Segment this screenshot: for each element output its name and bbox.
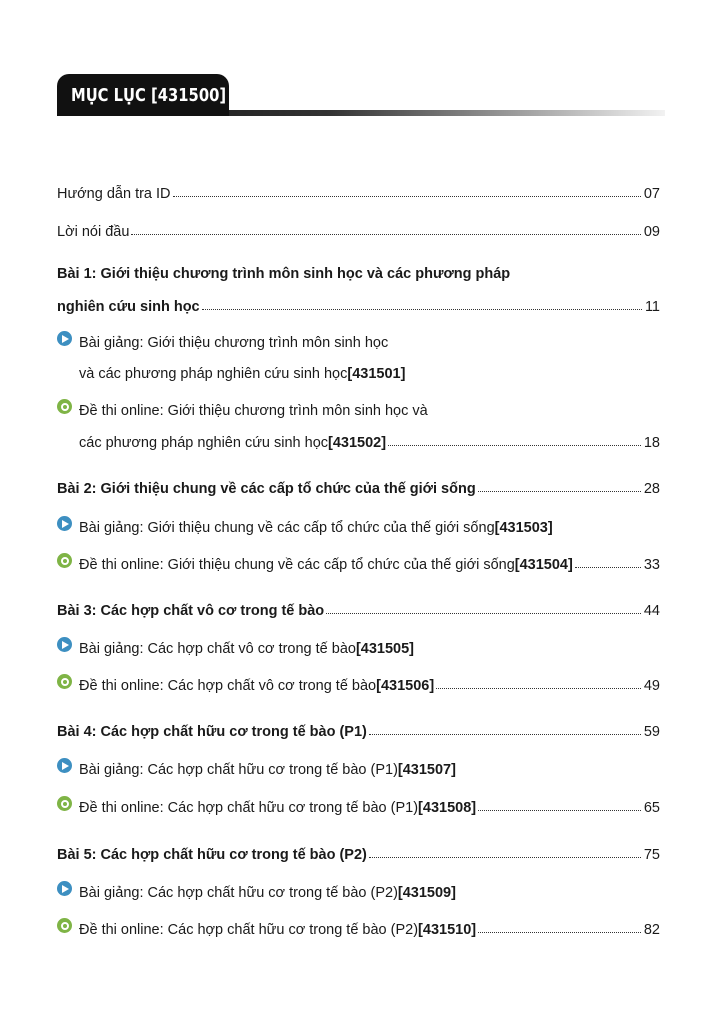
page-number: 44 [643, 603, 660, 619]
test-text: Đề thi online: Giới thiệu chương trình môn sinh học và [79, 403, 428, 419]
lecture-id: [431501] [347, 366, 406, 382]
page-number: 59 [643, 724, 660, 740]
page-number: 07 [643, 186, 660, 202]
page-number: 28 [643, 481, 660, 497]
page-number: 75 [643, 847, 660, 863]
page-number: 09 [643, 224, 660, 240]
lesson-1-lecture[interactable] [79, 325, 660, 351]
leader-dots [131, 233, 640, 235]
test-id: [431506] [376, 678, 435, 694]
lesson-1-test-line2[interactable] [79, 425, 660, 451]
lesson-2-title[interactable] [57, 471, 660, 497]
play-icon [57, 881, 72, 896]
lesson-3-test[interactable] [79, 668, 660, 694]
leader-dots [388, 444, 641, 446]
lesson-2-lecture[interactable] [79, 510, 660, 536]
page-number: 11 [644, 299, 660, 315]
lesson-title: Bài 4: Các hợp chất hữu cơ trong tế bào (P1) [57, 724, 367, 740]
lecture-text: và các phương pháp nghiên cứu sinh học [79, 366, 348, 382]
play-icon [57, 637, 72, 652]
leader-dots [478, 931, 641, 933]
leader-dots [173, 195, 641, 197]
leader-dots [369, 733, 641, 735]
toc-entry-huong-dan[interactable] [57, 176, 660, 202]
test-id: [431510] [418, 922, 477, 938]
lesson-title: Bài 3: Các hợp chất vô cơ trong tế bào [57, 603, 325, 619]
play-icon [57, 516, 72, 531]
lecture-text: Bài giảng: Giới thiệu chung về các cấp tổ chức của thế giới sống [79, 520, 495, 536]
lesson-title: Bài 1: Giới thiệu chương trình môn sinh học và các phương pháp [57, 266, 511, 282]
lesson-1-title-line2[interactable] [57, 289, 660, 315]
lecture-text: Bài giảng: Các hợp chất hữu cơ trong tế bào (P1) [79, 762, 398, 778]
lesson-4-lecture[interactable] [79, 752, 660, 778]
leader-dots [326, 612, 641, 614]
header-tab [57, 74, 229, 116]
lesson-1-lecture-line2[interactable] [79, 356, 660, 382]
lesson-1-title-line1[interactable] [57, 256, 660, 282]
test-id: [431508] [418, 800, 477, 816]
lecture-id: [431509] [397, 885, 456, 901]
toc-header [57, 74, 665, 118]
test-text: Đề thi online: Các hợp chất hữu cơ trong tế bào (P2) [79, 922, 419, 938]
test-icon [57, 399, 72, 414]
page-number: 49 [643, 678, 660, 694]
lesson-title: Bài 2: Giới thiệu chung về các cấp tổ chức của thế giới sống [57, 481, 476, 497]
lesson-5-title[interactable] [57, 837, 660, 863]
lecture-id: [431503] [494, 520, 553, 536]
leader-dots [369, 856, 641, 858]
lecture-text: Bài giảng: Giới thiệu chương trình môn sinh học [79, 335, 389, 351]
lesson-5-lecture[interactable] [79, 875, 660, 901]
lesson-5-test[interactable] [79, 912, 660, 938]
test-text: Đề thi online: Giới thiệu chung về các cấp tổ chức của thế giới sống [79, 557, 515, 573]
test-icon [57, 553, 72, 568]
lesson-4-test[interactable] [79, 790, 660, 816]
play-icon [57, 758, 72, 773]
test-text: Đề thi online: Các hợp chất hữu cơ trong tế bào (P1) [79, 800, 419, 816]
toc-entry-loi-noi-dau[interactable] [57, 214, 660, 240]
lesson-2-test[interactable] [79, 547, 660, 573]
lesson-title: nghiên cứu sinh học [57, 299, 200, 315]
page-number: 18 [643, 435, 660, 451]
leader-dots [478, 809, 641, 811]
lesson-1-test[interactable] [79, 393, 660, 419]
test-text: các phương pháp nghiên cứu sinh học [79, 435, 329, 451]
page-number: 33 [643, 557, 660, 573]
play-icon [57, 331, 72, 346]
test-icon [57, 796, 72, 811]
lesson-3-lecture[interactable] [79, 631, 660, 657]
lesson-3-title[interactable] [57, 593, 660, 619]
test-text: Đề thi online: Các hợp chất vô cơ trong tế bào [79, 678, 377, 694]
toc-entry-text: Hướng dẫn tra ID [57, 186, 171, 202]
test-id: [431504] [514, 557, 573, 573]
page-number: 82 [643, 922, 660, 938]
leader-dots [575, 566, 641, 568]
page-title: MỤC LỤC [431500] [71, 84, 227, 106]
toc-entry-text: Lời nói đầu [57, 224, 130, 240]
lecture-text: Bài giảng: Các hợp chất vô cơ trong tế bào [79, 641, 356, 657]
lecture-id: [431505] [355, 641, 415, 657]
leader-dots [436, 687, 641, 689]
lecture-text: Bài giảng: Các hợp chất hữu cơ trong tế bào (P2) [79, 885, 398, 901]
test-id: [431502] [328, 435, 387, 451]
lesson-title: Bài 5: Các hợp chất hữu cơ trong tế bào (P2) [57, 847, 367, 863]
test-icon [57, 674, 72, 689]
leader-dots [202, 308, 642, 310]
lesson-4-title[interactable] [57, 714, 660, 740]
leader-dots [478, 490, 641, 492]
test-icon [57, 918, 72, 933]
page-number: 65 [643, 800, 660, 816]
lecture-id: [431507] [397, 762, 456, 778]
